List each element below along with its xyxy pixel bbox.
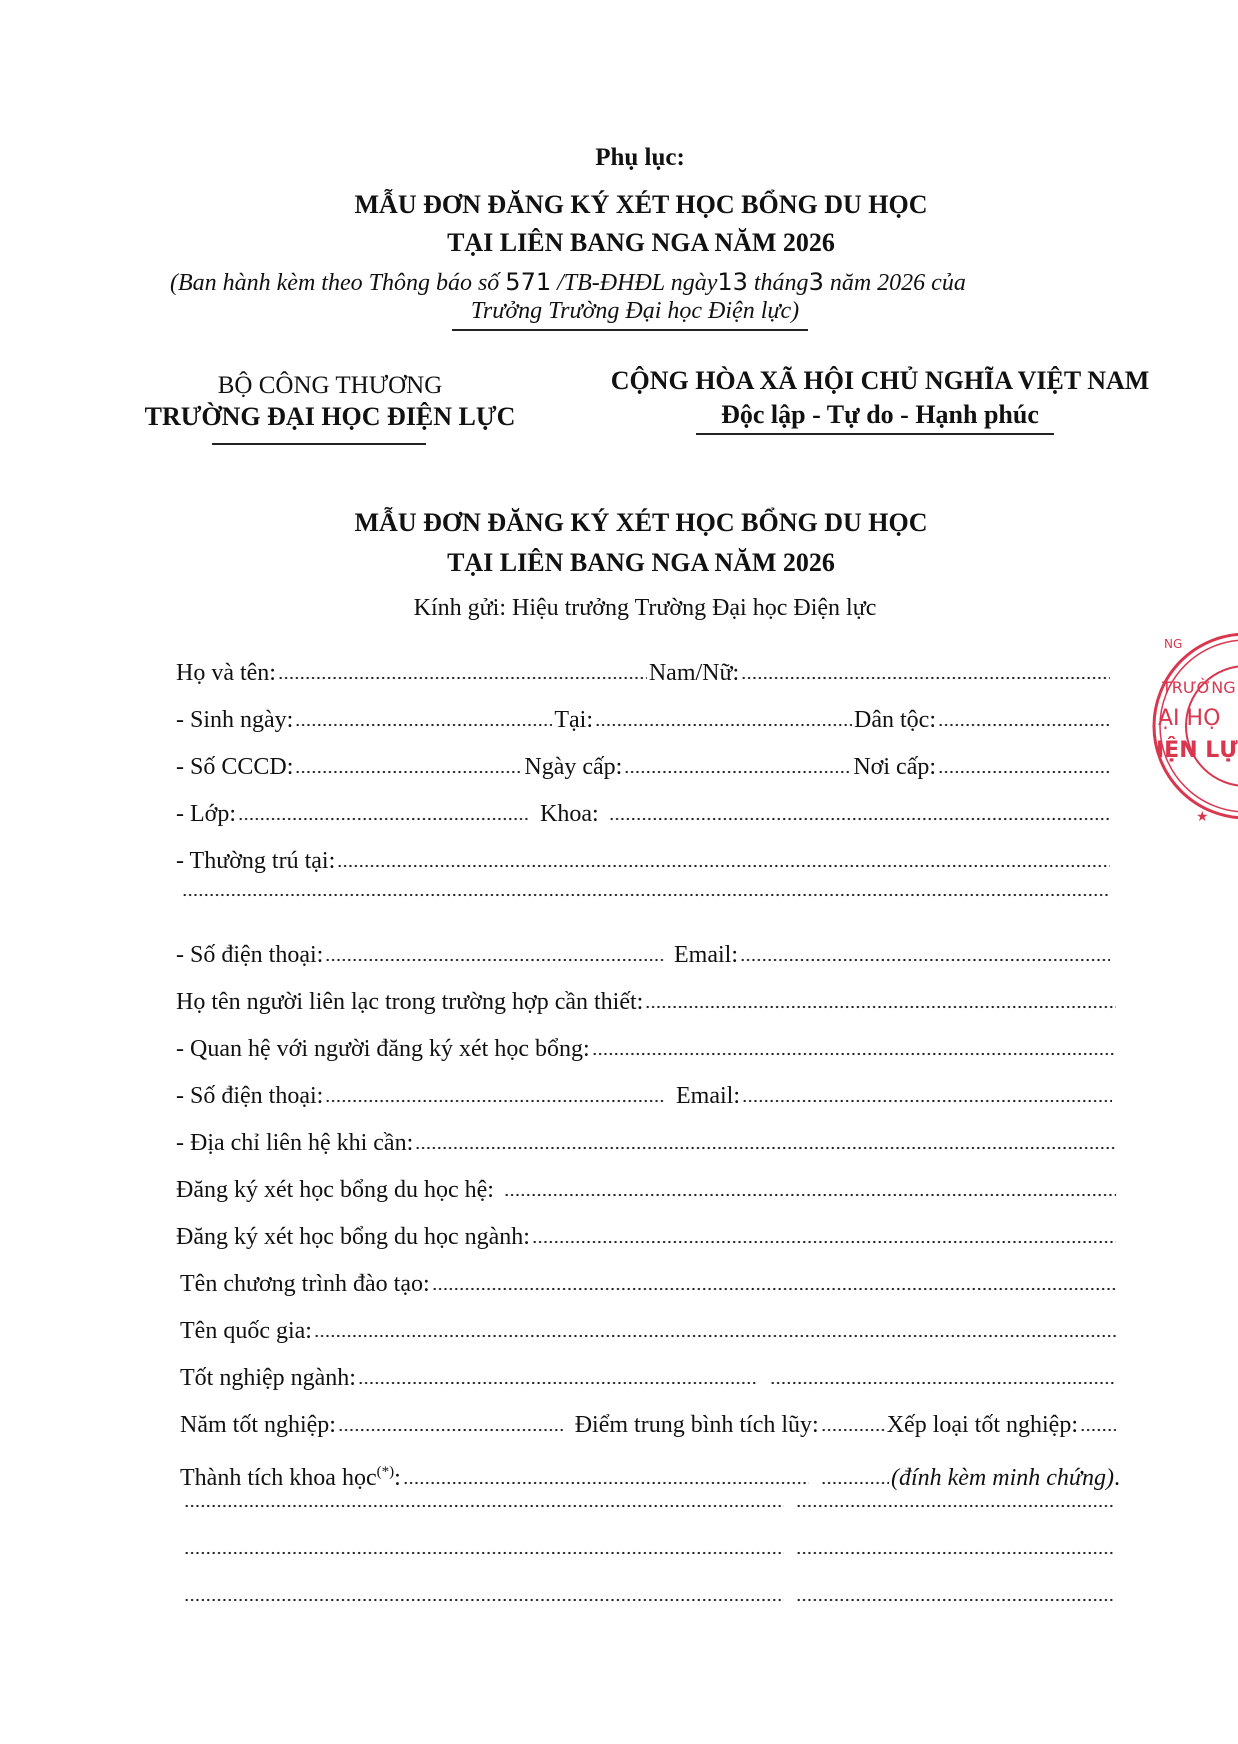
form-row-achievements-cont1 (182, 1504, 1116, 1508)
label-country: Tên quốc gia: (180, 1318, 312, 1344)
ministry-name: BỘ CÔNG THƯƠNG (217, 372, 443, 399)
form-row-name (176, 658, 1112, 688)
form-row-achievements-cont2 (182, 1551, 1116, 1555)
evidence-period: . (1114, 1465, 1120, 1491)
input-country[interactable] (314, 1334, 1116, 1338)
label-permanent-address: - Thường trú tại: (176, 848, 336, 874)
form-row-address-cont (180, 893, 1112, 897)
input-phone[interactable] (325, 958, 664, 962)
form-row-study-major (176, 1222, 1118, 1252)
form-row-phone (176, 940, 1112, 970)
label-graduation-rank: Xếp loại tốt nghiệp: (886, 1412, 1078, 1438)
university-name: TRƯỜNG ĐẠI HỌC ĐIỆN LỰC (144, 402, 516, 431)
input-id-number[interactable] (295, 770, 522, 774)
input-issue-date[interactable] (624, 770, 851, 774)
label-issue-place: Nơi cấp: (853, 754, 937, 780)
input-study-level[interactable] (504, 1193, 1116, 1197)
stamp-star: ★ (1196, 809, 1209, 825)
issuance-reference (170, 268, 1120, 297)
issuance-text-1: (Ban hành kèm theo Thông báo số (170, 270, 500, 296)
label-contact-email: Email: (676, 1083, 740, 1109)
input-contact-address[interactable] (415, 1146, 1116, 1150)
label-birth-place: Tại: (554, 707, 593, 733)
input-graduation-year[interactable] (338, 1428, 565, 1432)
form-row-achievements (180, 1457, 1120, 1493)
form-row-relationship (176, 1034, 1118, 1064)
input-program-name[interactable] (432, 1287, 1116, 1291)
stamp-text-mid2: ẠI HỌ (1158, 706, 1221, 731)
label-class: - Lớp: (176, 801, 237, 827)
form-title-line2: TẠI LIÊN BANG NGA NĂM 2026 (447, 548, 835, 577)
label-emergency-contact: Họ tên người liên lạc trong trường hợp cần thiết: (176, 989, 644, 1015)
input-achievements-cont3a[interactable] (184, 1598, 784, 1602)
input-contact-phone[interactable] (325, 1099, 666, 1103)
salutation: Kính gửi: Hiệu trưởng Trường Đại học Điện lực (413, 595, 877, 621)
form-row-study-level (176, 1175, 1118, 1205)
input-contact-email[interactable] (742, 1099, 1112, 1103)
input-achievements-cont3b[interactable] (796, 1598, 1114, 1602)
input-achievements-cont1b[interactable] (796, 1504, 1114, 1508)
input-full-name[interactable] (278, 676, 647, 680)
national-motto: Độc lập - Tự do - Hạnh phúc (721, 400, 1039, 429)
input-achievements[interactable] (403, 1481, 809, 1485)
label-ethnicity: Dân tộc: (854, 707, 936, 733)
input-relationship[interactable] (592, 1052, 1116, 1056)
form-row-graduation (180, 1410, 1118, 1440)
motto-underline (696, 433, 1054, 435)
label-achievements: Thành tích khoa học(*): (180, 1464, 401, 1491)
label-birth-date: - Sinh ngày: (176, 707, 294, 733)
label-email: Email: (674, 942, 738, 968)
label-graduation-year: Năm tốt nghiệp: (180, 1412, 336, 1438)
input-study-major[interactable] (532, 1240, 1116, 1244)
input-birth-date[interactable] (295, 723, 552, 727)
input-graduated-major[interactable] (358, 1381, 758, 1385)
input-emergency-contact[interactable] (645, 1005, 1116, 1009)
issuance-month: 3 (808, 268, 824, 296)
label-phone: - Số điện thoại: (176, 942, 324, 968)
form-row-birth (176, 705, 1112, 735)
label-issue-date: Ngày cấp: (524, 754, 623, 780)
form-row-class (176, 799, 1112, 829)
input-class[interactable] (238, 817, 530, 821)
input-achievements-2[interactable] (821, 1481, 889, 1485)
form-row-emergency-contact (176, 987, 1118, 1017)
input-graduation-rank[interactable] (1080, 1428, 1116, 1432)
document-title-line2: TẠI LIÊN BANG NGA NĂM 2026 (447, 228, 835, 257)
stamp-text-top: NG (1164, 637, 1183, 651)
input-achievements-cont1a[interactable] (184, 1504, 784, 1508)
form-row-graduated-major (180, 1363, 1118, 1393)
label-gpa: Điểm trung bình tích lũy: (574, 1412, 819, 1438)
issuance-number: 571 (505, 268, 552, 296)
input-graduated-major-cont[interactable] (770, 1381, 1116, 1385)
form-row-achievements-cont3 (182, 1598, 1116, 1602)
input-gpa[interactable] (821, 1428, 885, 1432)
evidence-note: (đính kèm minh chứng) (890, 1465, 1114, 1491)
issuance-day: 13 (717, 268, 748, 296)
issuance-text-3: tháng (753, 270, 809, 296)
form-title-line1: MẪU ĐƠN ĐĂNG KÝ XÉT HỌC BỔNG DU HỌC (354, 508, 928, 537)
form-row-id (176, 752, 1112, 782)
label-gender: Nam/Nữ: (648, 660, 740, 686)
input-ethnicity[interactable] (938, 723, 1110, 727)
label-contact-phone: - Số điện thoại: (176, 1083, 324, 1109)
input-email[interactable] (740, 958, 1110, 962)
input-birth-place[interactable] (595, 723, 852, 727)
label-contact-address: - Địa chỉ liên hệ khi cần: (176, 1130, 414, 1156)
label-id-number: - Số CCCD: (176, 754, 294, 780)
stamp-graphic (1152, 615, 1238, 837)
label-study-level: Đăng ký xét học bổng du học hệ: (176, 1177, 494, 1203)
stamp-text-mid1: TRƯỜNG (1162, 678, 1236, 697)
label-faculty: Khoa: (540, 801, 599, 827)
label-full-name: Họ và tên: (176, 660, 276, 686)
input-achievements-cont2b[interactable] (796, 1551, 1114, 1555)
stamp-text-mid3: IỆN LỰ (1156, 738, 1238, 763)
form-row-program (180, 1269, 1118, 1299)
form-row-contact-address (176, 1128, 1118, 1158)
input-gender[interactable] (741, 676, 1110, 680)
issuance-reference-line2: Trưởng Trường Đại học Điện lực) (470, 298, 800, 324)
label-graduated-major: Tốt nghiệp ngành: (180, 1365, 356, 1391)
university-underline (212, 443, 426, 445)
input-issue-place[interactable] (938, 770, 1110, 774)
national-title: CỘNG HÒA XÃ HỘI CHỦ NGHĨA VIỆT NAM (610, 366, 1150, 395)
appendix-label: Phụ lục: (595, 144, 685, 171)
form-row-country (180, 1316, 1118, 1346)
document-title-line1: MẪU ĐƠN ĐĂNG KÝ XÉT HỌC BỔNG DU HỌC (354, 190, 928, 219)
label-program-name: Tên chương trình đào tạo: (180, 1271, 430, 1297)
issuance-text-2: /TB-ĐHĐL ngày (557, 270, 718, 296)
issuance-text-4: năm 2026 của (829, 270, 966, 296)
input-achievements-cont2a[interactable] (184, 1551, 784, 1555)
university-stamp (1152, 615, 1238, 837)
form-row-address (176, 846, 1112, 876)
issuance-underline (452, 329, 808, 331)
label-study-major: Đăng ký xét học bổng du học ngành: (176, 1224, 530, 1250)
input-faculty[interactable] (609, 817, 1110, 821)
input-permanent-address-cont[interactable] (182, 893, 1110, 897)
input-permanent-address[interactable] (337, 864, 1110, 868)
label-relationship: - Quan hệ với người đăng ký xét học bổng: (176, 1036, 590, 1062)
form-row-contact-phone (176, 1081, 1114, 1111)
